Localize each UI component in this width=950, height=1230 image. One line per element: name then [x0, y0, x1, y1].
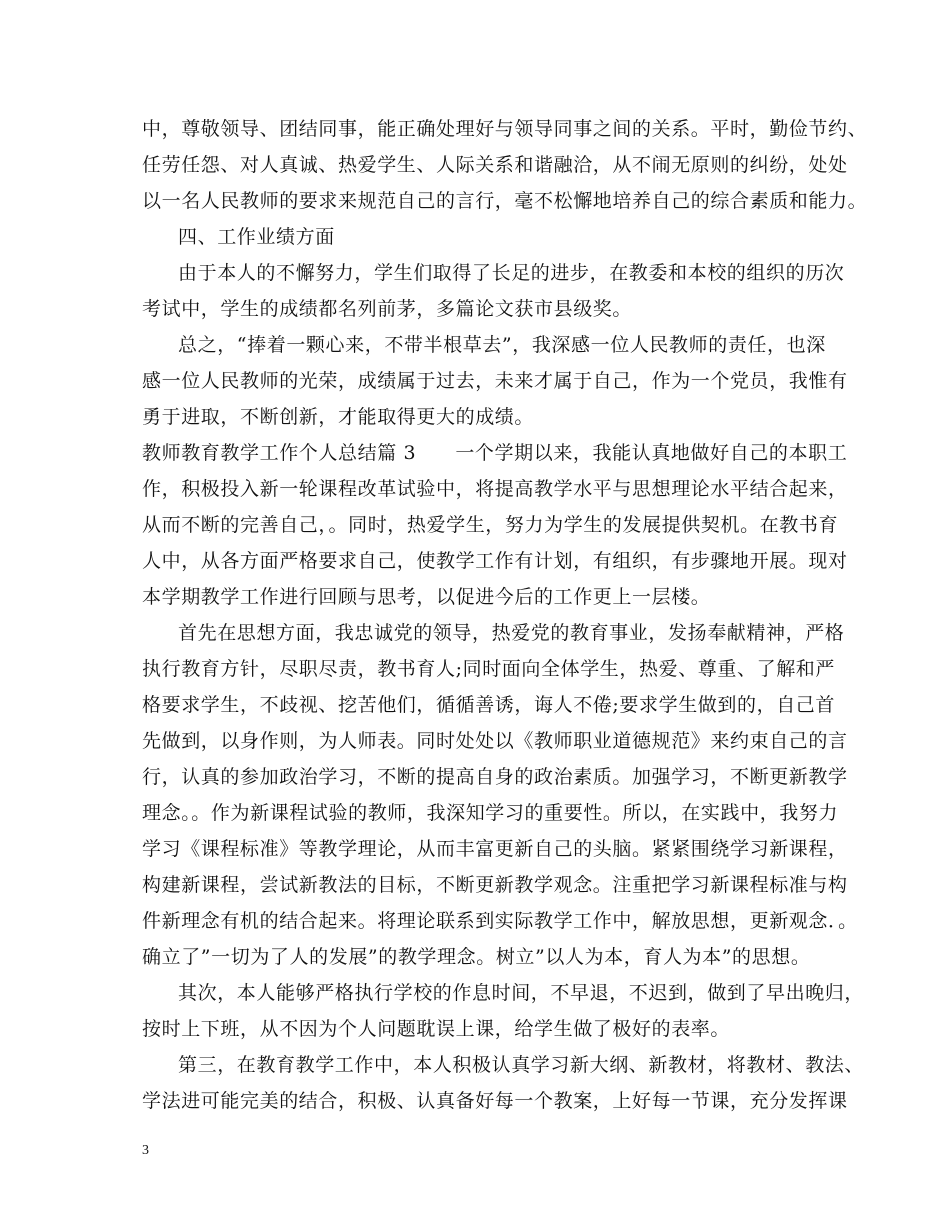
text-line: 作，积极投入新一轮课程改革试验中，将提高教学水平与思想理论水平结合起来，	[142, 478, 848, 500]
text-line: 任劳任怨、对人真诚、热爱学生、人际关系和谐融洽，从不闹无原则的纠纷，处处	[142, 154, 848, 176]
text-line: 学法进可能完美的结合，积极、认真备好每一个教案，上好每一节课，充分发挥课	[142, 1090, 848, 1112]
text-line: 先做到，以身作则，为人师表。同时处处以《教师职业道德规范》来约束自己的言	[142, 730, 848, 752]
text-line: 第三，在教育教学工作中，本人积极认真学习新大纲、新教材，将教材、教法、	[178, 1054, 865, 1076]
text-line: 理念。。作为新课程试验的教师，我深知学习的重要性。所以，在实践中，我努力	[142, 802, 839, 824]
text-line: 其次，本人能够严格执行学校的作息时间，不早退，不迟到，做到了早出晚归，	[178, 982, 865, 1004]
text-line: 构建新课程，尝试新教法的目标，不断更新教学观念。注重把学习新课程标准与构	[142, 874, 848, 896]
text-line: 按时上下班，从不因为个人问题耽误上课，给学生做了极好的表率。	[142, 1018, 731, 1040]
text-line: 执行教育方针，尽职尽责，教书育人;同时面向全体学生，热爱、尊重、了解和严	[142, 658, 836, 680]
text-line: 格要求学生，不歧视、挖苦他们，循循善诱，诲人不倦;要求学生做到的，自己首	[142, 694, 836, 716]
text-line: 考试中，学生的成绩都名列前茅，多篇论文获市县级奖。	[142, 298, 633, 320]
text-line: 感一位人民教师的光荣，成绩属于过去，未来才属于自己，作为一个党员，我惟有	[142, 370, 848, 392]
text-line: 中，尊敬领导、团结同事，能正确处理好与领导同事之间的关系。平时，勤俭节约、	[142, 118, 868, 140]
text-line: 从而不断的完善自己，。同时，热爱学生，努力为学生的发展提供契机。在教书育	[142, 514, 839, 536]
text-line: 总之，“捧着一颗心来，不带半根草去”，我深感一位人民教师的责任，也深	[178, 334, 826, 356]
text-line: 确立了”一切为了人的发展”的教学理念。树立”以人为本，育人为本”的思想。	[142, 946, 811, 968]
text-line: 行，认真的参加政治学习，不断的提高自身的政治素质。加强学习，不断更新教学	[142, 766, 848, 788]
text-line: 由于本人的不懈努力，学生们取得了长足的进步，在教委和本校的组织的历次	[178, 262, 845, 284]
page-number: 3	[142, 1143, 149, 1158]
text-line: 学习《课程标准》等教学理论，从而丰富更新自己的头脑。紧紧围绕学习新课程，	[142, 838, 848, 860]
section-heading: 四、工作业绩方面	[178, 226, 335, 248]
text-line: 人中，从各方面严格要求自己，使教学工作有计划，有组织，有步骤地开展。现对	[142, 550, 848, 572]
text-line: 首先在思想方面，我忠诚党的领导，热爱党的教育事业，发扬奉献精神，严格	[178, 622, 845, 644]
article-title-line: 教师教育教学工作个人总结篇 3 一个学期以来，我能认真地做好自己的本职工	[142, 442, 848, 464]
text-line: 本学期教学工作进行回顾与思考，以促进今后的工作更上一层楼。	[142, 586, 711, 608]
text-line: 以一名人民教师的要求来规范自己的言行，毫不松懈地培养自己的综合素质和能力。	[142, 190, 868, 212]
text-line: 件新理念有机的结合起来。将理论联系到实际教学工作中，解放思想，更新观念．。	[142, 910, 858, 932]
text-line: 勇于进取，不断创新，才能取得更大的成绩。	[142, 406, 535, 428]
